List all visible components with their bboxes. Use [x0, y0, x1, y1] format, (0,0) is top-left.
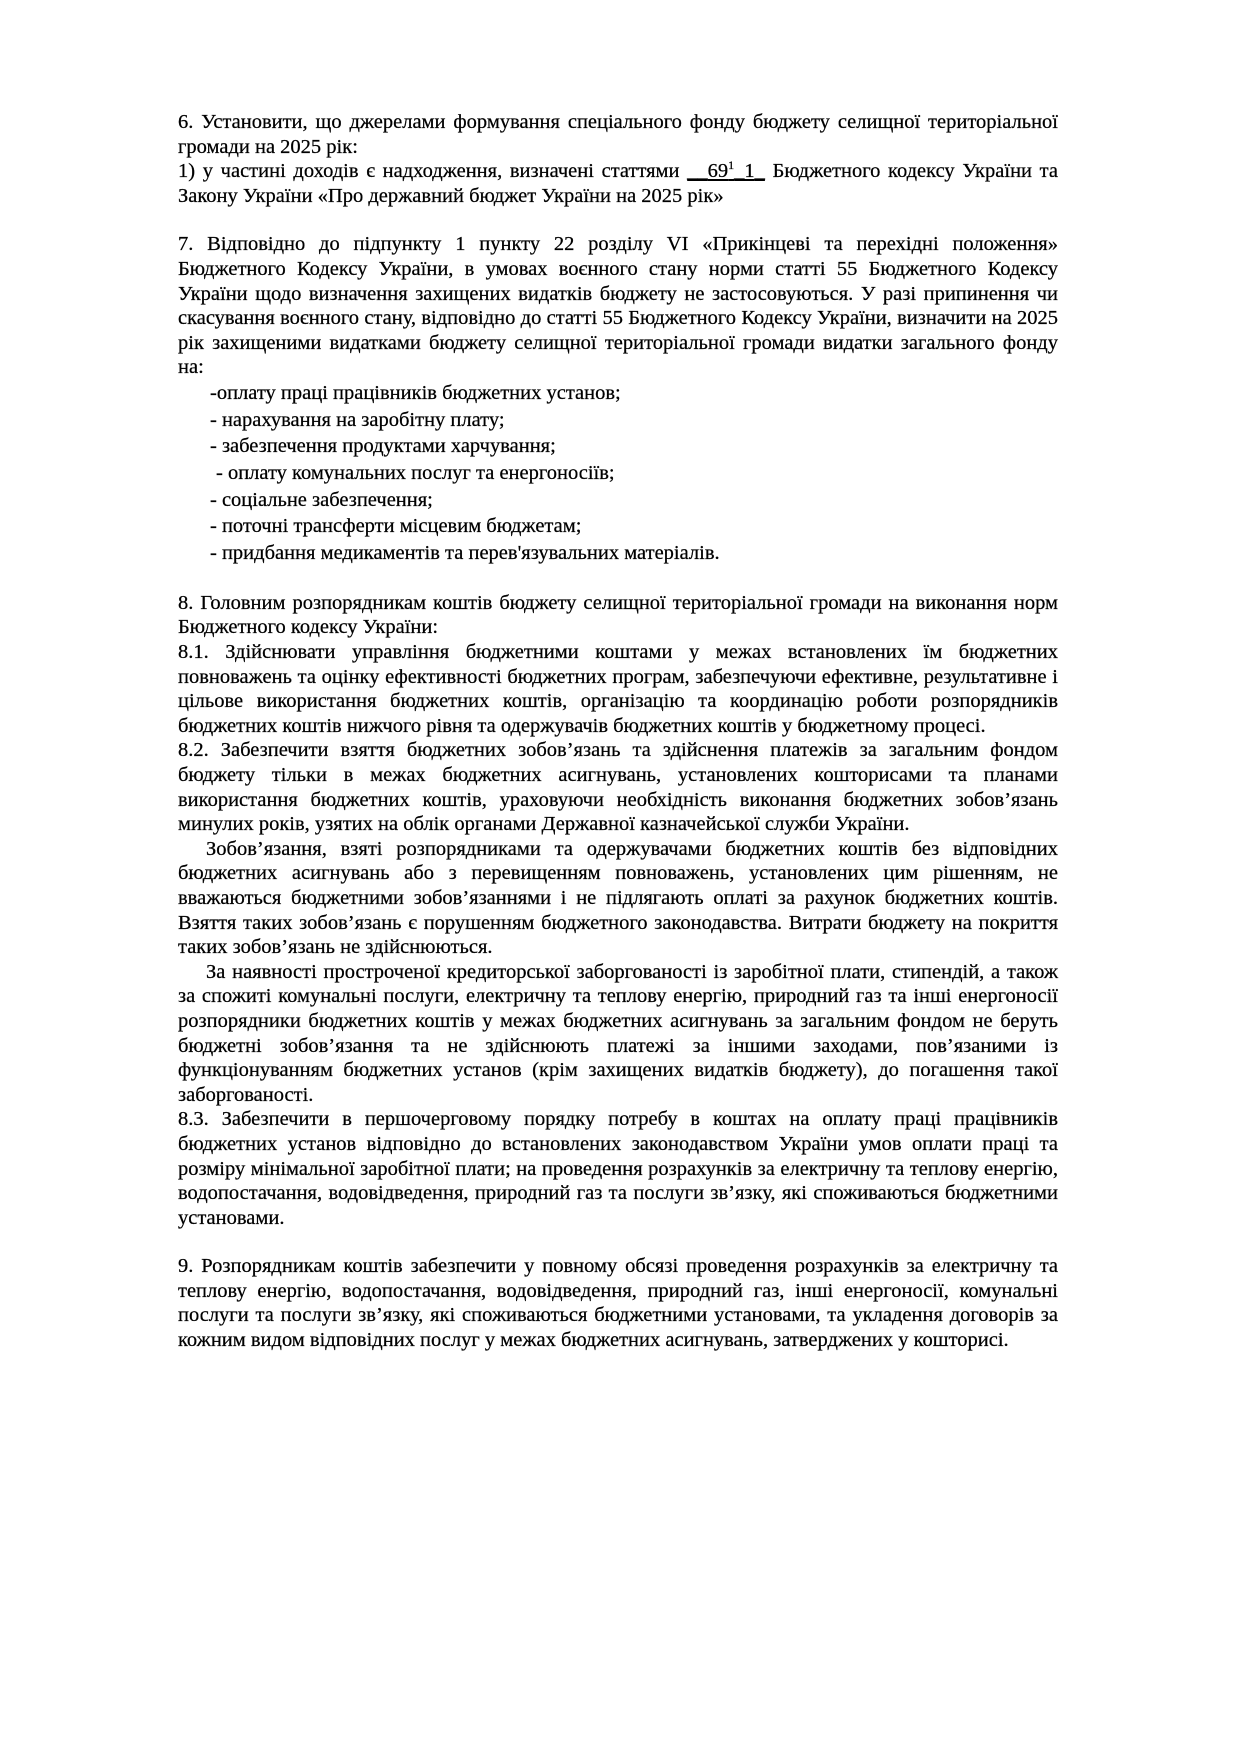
section-8-2-obligations: Зобов’язання, взяті розпорядниками та одержувачами бюджетних коштів без відповідних бюджетних асигнувань або з перевищенням повноважень, установлених цим рішенням, не вважаються бюджетними зобов’язаннями і не підлягають оплаті за рахунок бюджетних коштів. Взяття таких зобов’язань є порушенням бюджетного законодавства. Витрати бюджету на покриття таких зобов’язань не здійснюються.: [178, 837, 1058, 959]
section-8: [178, 591, 1058, 1230]
section-9-text: 9. Розпорядникам коштів забезпечити у повному обсязі проведення розрахунків за електричну та теплову енергію, водопостачання, водовідведення, природний газ, інші енергоносії, комунальні послуги та послуги зв’язку, які споживаються бюджетними установами, та укладення договорів за кожним видом відповідних послуг у межах бюджетних асигнувань, затверджених у кошторисі.: [178, 1255, 1058, 1352]
list-item: - соціальне забезпечення;: [210, 488, 433, 511]
section-8-intro: 8. Головним розпорядникам коштів бюджету селищної територіальної громади на виконання норм Бюджетного кодексу України:: [178, 591, 1058, 639]
section-8-2-arrears: За наявності простроченої кредиторської заборгованості із заробітної плати, стипендій, а також за спожиті комунальні послуги, електричну та теплову енергію, природний газ та інші енергоносії розпорядники бюджетних коштів у межах бюджетних асигнувань за загальним фондом не беруть бюджетні зобов’язання та не здійснюють платежі за іншими заходами, пов’язаними із функціонуванням бюджетних установ (крім захищених видатків бюджету), до погашення такої заборгованості.: [178, 960, 1058, 1106]
section-8-1: 8.1. Здійснювати управління бюджетними коштами у межах встановлених їм бюджетних повноважень та оцінку ефективності бюджетних програм, забезпечуючи ефективне, результативне і цільове використання бюджетних коштів, організацію та координацію роботи розпорядників бюджетних коштів нижчого рівня та одержувачів бюджетних коштів у бюджетному процесі.: [178, 641, 1058, 737]
section-8-2: 8.2. Забезпечити взяття бюджетних зобов’язань та здійснення платежів за загальним фондом бюджету тільки в межах бюджетних асигнувань, установлених кошторисами та планами використання бюджетних коштів, ураховуючи необхідність виконання бюджетних зобов’язань минулих років, узятих на облік органами Державної казначейської служби України.: [178, 739, 1058, 836]
section-8-3: 8.3. Забезпечити в першочерговому порядку потребу в коштах на оплату праці працівників бюджетних установ відповідно до встановлених законодавством України умов оплати праці та розміру мінімальної заробітної плати; на проведення розрахунків за електричну та теплову енергію, водопостачання, водовідведення, природний газ та послуги зв’язку, які споживаються бюджетними установами.: [178, 1108, 1058, 1229]
section-6-intro: 6. Установити, що джерелами формування спеціального фонду бюджету селищної територіальної громади на 2025 рік:: [178, 111, 1058, 158]
section-7: [178, 232, 1058, 566]
spacer: [178, 1230, 1058, 1254]
item-1-text-after: Бюджетного кодексу України та Закону України «Про державний бюджет України на 2025 рік»: [178, 160, 1058, 207]
protected-expenses-list: [178, 380, 1058, 567]
list-item: - поточні трансферти місцевим бюджетам;: [210, 515, 582, 538]
list-item: - забезпечення продуктами харчування;: [210, 435, 556, 458]
section-7-text: 7. Відповідно до підпункту 1 пункту 22 розділу VI «Прикінцеві та перехідні положення» Бюджетного Кодексу України, в умовах воєнного стану норми статті 55 Бюджетного Кодексу України щодо визначення захищених видатків бюджету не застосовуються. У разі припинення чи скасування воєнного стану, відповідно до статті 55 Бюджетного Кодексу України, визначити на 2025 рік захищеними видатками бюджету селищної територіальної громади видатки загального фонду на:: [178, 233, 1058, 379]
list-item: - нарахування на заробітну плату;: [210, 408, 505, 431]
section-6: [178, 110, 1058, 208]
section-6-item-1: [178, 159, 1058, 208]
spacer: [178, 208, 1058, 232]
list-item: -оплату праці працівників бюджетних установ;: [210, 381, 621, 404]
list-item: - придбання медикаментів та перев'язувальних матеріалів.: [210, 542, 720, 565]
section-9: [178, 1254, 1058, 1352]
document-page: [178, 110, 1058, 1353]
list-item: - оплату комунальних послуг та енергоносіїв;: [216, 462, 615, 485]
article-number: $\_\_69^1\_1\_$: [687, 158, 765, 183]
spacer: [178, 567, 1058, 591]
item-1-text-before: 1) у частині доходів є надходження, визначені статтями: [178, 160, 688, 183]
